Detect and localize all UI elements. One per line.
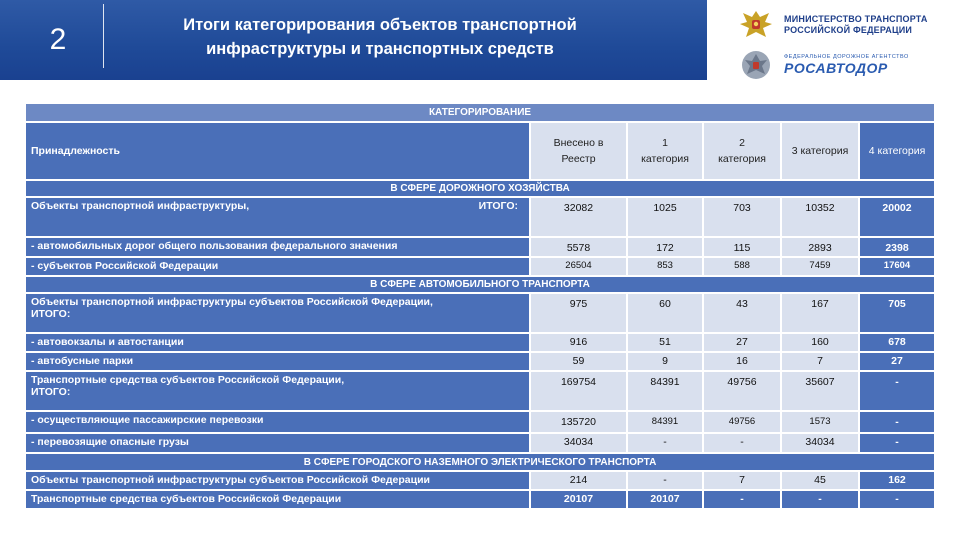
row-label: Объекты транспортной инфраструктуры субъектов Российской Федерации	[25, 471, 530, 490]
cell-category-2: 588	[703, 257, 781, 276]
row-label: - перевозящие опасные грузы	[25, 433, 530, 453]
column-header-category-3: 3 категория	[781, 122, 859, 180]
row-label	[25, 371, 530, 411]
cell-category-4: 705	[859, 293, 935, 333]
cell-category-3: 10352	[781, 197, 859, 237]
cell-category-3: 7459	[781, 257, 859, 276]
cell-entered: 20107	[530, 490, 627, 509]
slide-title-line2: инфраструктуры и транспортных средств	[206, 40, 554, 58]
row-label-total: ИТОГО:	[478, 200, 518, 212]
column-header-affiliation: Принадлежность	[25, 122, 530, 180]
row-label-text: Объекты транспортной инфраструктуры субъектов Российской Федерации,	[31, 296, 433, 308]
cell-category-2: 43	[703, 293, 781, 333]
cell-category-1: 9	[627, 352, 703, 371]
column-header-category-2	[703, 122, 781, 180]
double-eagle-emblem-icon	[736, 8, 776, 42]
section-row-electric	[25, 453, 935, 471]
ministry-name	[784, 14, 928, 36]
ministry-logo	[736, 8, 928, 42]
slide-title-line1: Итоги категорирования объектов транспортной	[183, 16, 577, 34]
column-header-category-2-line1: 2	[739, 137, 745, 149]
column-header-entered-line2: Реестр	[561, 153, 596, 165]
cell-category-1: 853	[627, 257, 703, 276]
section-row-auto	[25, 276, 935, 293]
row-label: - субъектов Российской Федерации	[25, 257, 530, 276]
cell-category-4: -	[859, 490, 935, 509]
cell-category-2: 703	[703, 197, 781, 237]
table-top-header-row	[25, 103, 935, 122]
cell-entered: 169754	[530, 371, 627, 411]
cell-category-1: -	[627, 471, 703, 490]
cell-category-4: 162	[859, 471, 935, 490]
section-title-auto: В СФЕРЕ АВТОМОБИЛЬНОГО ТРАНСПОРТА	[25, 276, 935, 293]
cell-category-1: -	[627, 433, 703, 453]
row-label: Транспортные средства субъектов Российской Федерации	[25, 490, 530, 509]
row-label: - автовокзалы и автостанции	[25, 333, 530, 352]
categorization-table	[24, 102, 936, 510]
column-header-entered	[530, 122, 627, 180]
cell-category-4: 27	[859, 352, 935, 371]
cell-entered: 32082	[530, 197, 627, 237]
row-label	[25, 197, 530, 237]
row-label	[25, 293, 530, 333]
cell-category-1: 84391	[627, 371, 703, 411]
cell-category-1: 1025	[627, 197, 703, 237]
cell-entered: 214	[530, 471, 627, 490]
cell-category-3: -	[781, 490, 859, 509]
cell-category-2: -	[703, 490, 781, 509]
cell-category-3: 34034	[781, 433, 859, 453]
row-label-text: Объекты транспортной инфраструктуры,	[31, 200, 250, 212]
table-row	[25, 433, 935, 453]
section-title-electric: В СФЕРЕ ГОРОДСКОГО НАЗЕМНОГО ЭЛЕКТРИЧЕСКОГО ТРАНСПОРТА	[25, 453, 935, 471]
cell-category-1: 51	[627, 333, 703, 352]
ministry-line1: МИНИСТЕРСТВО ТРАНСПОРТА	[784, 14, 928, 24]
slide-title	[120, 13, 640, 61]
cell-category-3: 35607	[781, 371, 859, 411]
rosavtodor-logo	[736, 48, 909, 82]
section-row-road	[25, 180, 935, 197]
column-header-category-4: 4 категория	[859, 122, 935, 180]
cell-category-2: 49756	[703, 411, 781, 433]
ministry-line2: РОССИЙСКОЙ ФЕДЕРАЦИИ	[784, 25, 913, 35]
cell-category-1: 84391	[627, 411, 703, 433]
cell-entered: 916	[530, 333, 627, 352]
cell-category-4: -	[859, 433, 935, 453]
row-label: - осуществляющие пассажирские перевозки	[25, 411, 530, 433]
table-row	[25, 371, 935, 411]
column-header-entered-line1: Внесено в	[553, 137, 604, 149]
cell-category-4: -	[859, 411, 935, 433]
table-row	[25, 471, 935, 490]
header-divider	[103, 4, 104, 68]
cell-category-3: 160	[781, 333, 859, 352]
column-header-category-1	[627, 122, 703, 180]
cell-category-4: -	[859, 371, 935, 411]
table-row	[25, 411, 935, 433]
column-header-category-1-line1: 1	[662, 137, 668, 149]
rosavtodor-title: РОСАВТОДОР	[784, 60, 888, 76]
row-label-total: ИТОГО:	[31, 308, 71, 320]
cell-category-1: 172	[627, 237, 703, 257]
rosavtodor-subtitle: ФЕДЕРАЛЬНОЕ ДОРОЖНОЕ АГЕНТСТВО	[784, 54, 909, 60]
cell-category-1: 20107	[627, 490, 703, 509]
column-header-category-2-line2: категория	[718, 153, 766, 165]
slide-number: 2	[49, 23, 67, 56]
cell-category-2: 16	[703, 352, 781, 371]
cell-category-2: 7	[703, 471, 781, 490]
cell-category-3: 1573	[781, 411, 859, 433]
categorization-header: КАТЕГОРИРОВАНИЕ	[25, 103, 935, 122]
row-label-total: ИТОГО:	[31, 386, 71, 398]
cell-entered: 59	[530, 352, 627, 371]
cell-category-3: 7	[781, 352, 859, 371]
cell-category-2: 115	[703, 237, 781, 257]
cell-category-4: 2398	[859, 237, 935, 257]
table-row	[25, 333, 935, 352]
table-column-header-row	[25, 122, 935, 180]
row-label: - автомобильных дорог общего пользования федерального значения	[25, 237, 530, 257]
table-row	[25, 197, 935, 237]
cell-category-3: 167	[781, 293, 859, 333]
column-header-category-1-line2: категория	[641, 153, 689, 165]
cell-category-3: 45	[781, 471, 859, 490]
cell-category-4: 20002	[859, 197, 935, 237]
row-label: - автобусные парки	[25, 352, 530, 371]
categorization-table-wrap	[24, 102, 934, 510]
table-row	[25, 490, 935, 509]
rosavtodor-name	[784, 54, 909, 76]
table-row	[25, 352, 935, 371]
cell-category-2: -	[703, 433, 781, 453]
cell-category-3: 2893	[781, 237, 859, 257]
cell-category-2: 49756	[703, 371, 781, 411]
cell-entered: 34034	[530, 433, 627, 453]
table-row	[25, 237, 935, 257]
cell-category-1: 60	[627, 293, 703, 333]
cell-category-2: 27	[703, 333, 781, 352]
cell-entered: 975	[530, 293, 627, 333]
cell-entered: 135720	[530, 411, 627, 433]
row-label-text: Транспортные средства субъектов Российской Федерации,	[31, 374, 345, 386]
slide-header	[0, 0, 707, 80]
cell-category-4: 678	[859, 333, 935, 352]
rosavtodor-emblem-icon	[736, 48, 776, 82]
cell-category-4: 17604	[859, 257, 935, 276]
table-row	[25, 293, 935, 333]
cell-entered: 5578	[530, 237, 627, 257]
section-title-road: В СФЕРЕ ДОРОЖНОГО ХОЗЯЙСТВА	[25, 180, 935, 197]
cell-entered: 26504	[530, 257, 627, 276]
table-row	[25, 257, 935, 276]
